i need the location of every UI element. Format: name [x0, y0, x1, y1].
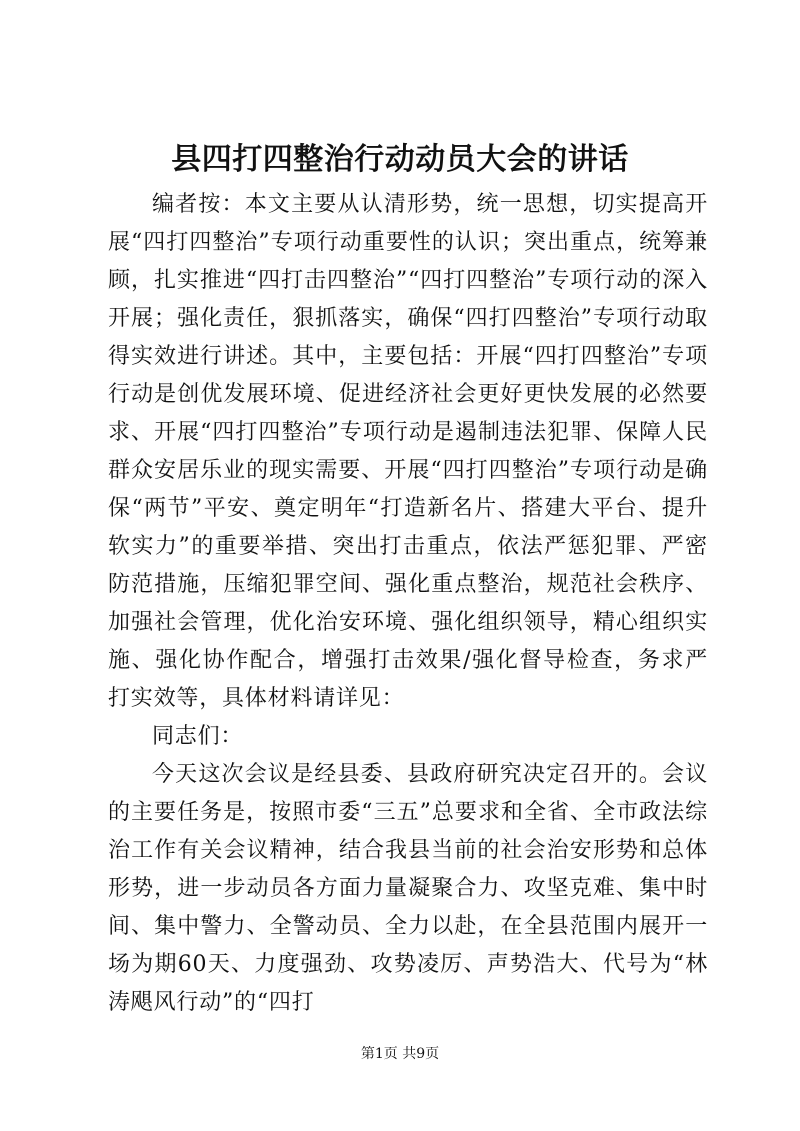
document-body [108, 186, 708, 1022]
editor-note-paragraph: 编者按：本文主要从认清形势，统一思想，切实提高开展“四打四整治”专项行动重要性的认识；突出重点，统筹兼顾，扎实推进“四打击四整治”“四打四整治”专项行动的深入开展；强化责任，狠抓落实，确保“四打四整治”专项行动取得实效进行讲述。其中，主要包括：开展“四打四整治”专项行动是创优发展环境、促进经济社会更好更快发展的必然要求、开展“四打四整治”专项行动是遏制违法犯罪、保障人民群众安居乐业的现实需要、开展“四打四整治”专项行动是确保“两节”平安、奠定明年“打造新名片、搭建大平台、提升软实力”的重要举措、突出打击重点，依法严惩犯罪、严密防范措施，压缩犯罪空间、强化重点整治，规范社会秩序、加强社会管理，优化治安环境、强化组织领导，精心组织实施、强化协作配合，增强打击效果/强化督导检查，务求严打实效等，具体材料请详见： [108, 192, 708, 711]
document-title: 县四打四整治行动动员大会的讲话 [171, 142, 629, 177]
page-footer: 第1页 共9页 [360, 1046, 440, 1062]
body-paragraph: 今天这次会议是经县委、县政府研究决定召开的。会议的主要任务是，按照市委“三五”总要求和全省、全市政法综治工作有关会议精神，结合我县当前的社会治安形势和总体形势，进一步动员各方面力量凝聚合力、攻坚克难、集中时间、集中警力、全警动员、全力以赴，在全县范围内展开一场为期60天、力度强劲、攻势凌厉、声势浩大、代号为“林涛飓风行动”的“四打 [108, 762, 708, 1015]
salutation-paragraph: 同志们： [152, 724, 244, 749]
